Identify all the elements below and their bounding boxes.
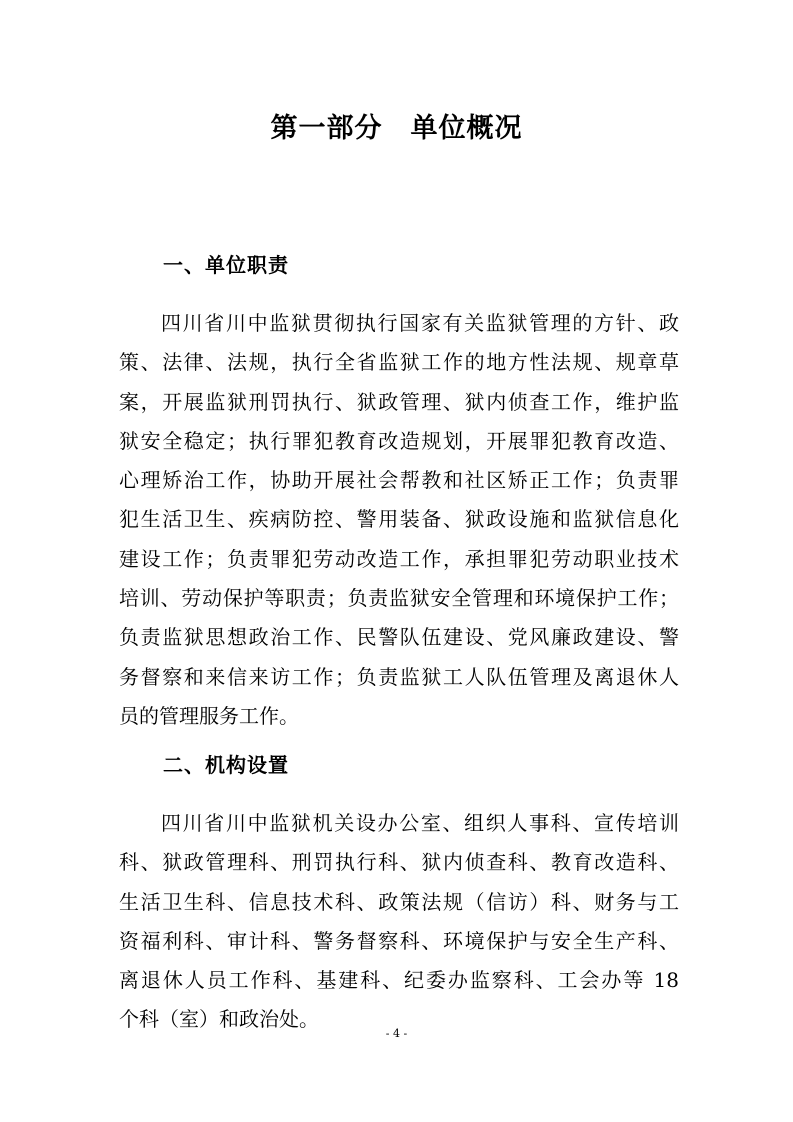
page-number: - 4 -	[385, 1027, 408, 1040]
paragraph-line: 个科（室）和政治处。	[119, 1007, 319, 1032]
paragraph-responsibilities	[119, 304, 679, 736]
paragraph-line: 资福利科、审计科、警务督察科、环境保护与安全生产科、	[119, 928, 679, 953]
paragraph-line: 离退休人员工作科、基建科、纪委办监察科、工会办等 18	[119, 968, 679, 993]
paragraph-organization	[119, 804, 679, 1040]
paragraph-line: 四川省川中监狱贯彻执行国家有关监狱管理的方针、政	[161, 311, 679, 335]
paragraph-line: 生活卫生科、信息技术科、政策法规（信访）科、财务与工	[119, 889, 679, 914]
paragraph-line: 科、狱政管理科、刑罚执行科、狱内侦查科、教育改造科、	[119, 850, 679, 875]
paragraph-line: 犯生活卫生、疾病防控、警用装备、狱政设施和监狱信息化	[119, 507, 679, 532]
section-heading-responsibilities: 一、单位职责	[163, 253, 289, 277]
paragraph-line: 培训、劳动保护等职责；负责监狱安全管理和环境保护工作；	[119, 586, 679, 611]
paragraph-line: 四川省川中监狱机关设办公室、组织人事科、宣传培训	[161, 811, 679, 835]
page-title: 第一部分 单位概况	[270, 113, 523, 144]
paragraph-line: 心理矫治工作，协助开展社会帮教和社区矫正工作；负责罪	[119, 468, 679, 493]
paragraph-line: 策、法律、法规，执行全省监狱工作的地方性法规、规章草	[119, 350, 679, 375]
paragraph-line: 务督察和来信来访工作；负责监狱工人队伍管理及离退休人	[119, 664, 679, 689]
paragraph-line: 案，开展监狱刑罚执行、狱政管理、狱内侦查工作，维护监	[119, 389, 679, 414]
section-heading-organization: 二、机构设置	[163, 753, 289, 777]
paragraph-line: 狱安全稳定；执行罪犯教育改造规划，开展罪犯教育改造、	[119, 428, 679, 453]
paragraph-line: 负责监狱思想政治工作、民警队伍建设、党风廉政建设、警	[119, 625, 679, 650]
paragraph-line: 员的管理服务工作。	[119, 703, 299, 728]
paragraph-line: 建设工作；负责罪犯劳动改造工作，承担罪犯劳动职业技术	[119, 546, 679, 571]
